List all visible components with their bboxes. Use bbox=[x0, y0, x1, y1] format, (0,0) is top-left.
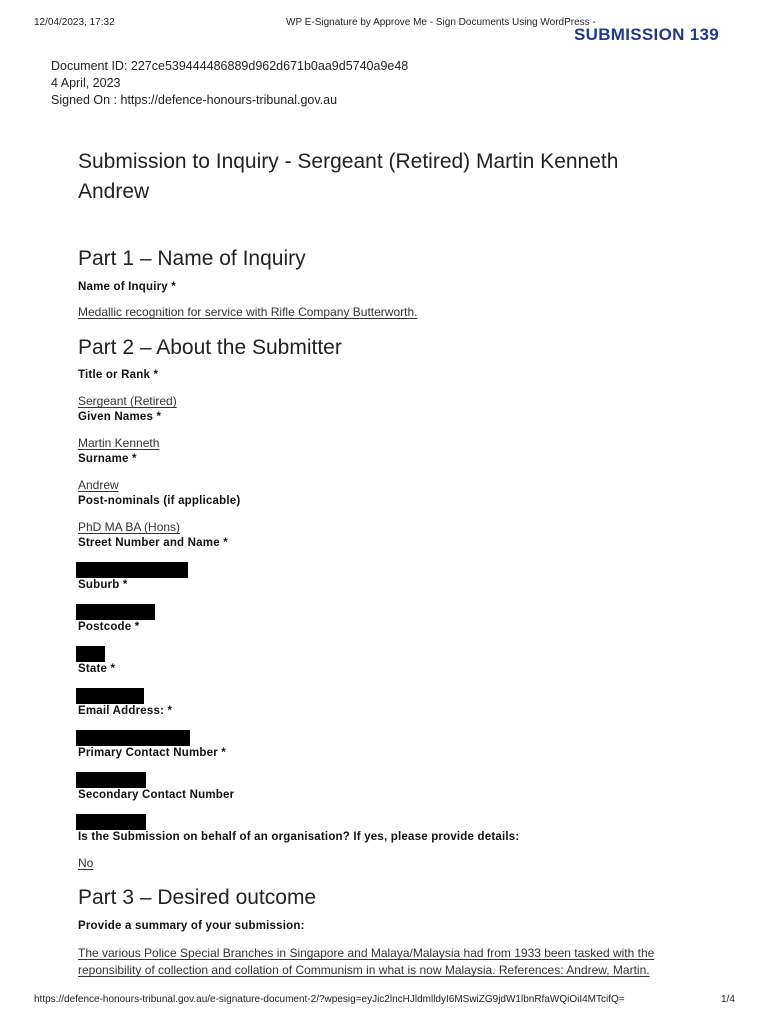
redacted-email bbox=[76, 730, 190, 746]
street-label: Street Number and Name * bbox=[78, 537, 228, 549]
postnominals-value: PhD MA BA (Hons) bbox=[78, 520, 181, 534]
redacted-street bbox=[76, 562, 188, 578]
part1-heading: Part 1 – Name of Inquiry bbox=[78, 247, 306, 270]
postnominals-label: Post-nominals (if applicable) bbox=[78, 495, 241, 507]
primary-contact-label: Primary Contact Number * bbox=[78, 747, 226, 759]
given-names-label: Given Names * bbox=[78, 411, 162, 423]
redacted-suburb bbox=[76, 604, 155, 620]
submission-stamp: SUBMISSION 139 bbox=[574, 25, 719, 44]
summary-line1: The various Police Special Branches in Singapore and Malaya/Malaysia had from 1933 been tasked with the bbox=[78, 946, 655, 960]
state-label: State * bbox=[78, 663, 116, 675]
footer-url: https://defence-honours-tribunal.gov.au/e-signature-document-2/?wpesig=eyJic2lncHJldmlldyI6MSwiZG9jdW1lbnRfaWQiOiI4MTcifQ= bbox=[34, 994, 625, 1005]
signed-on: Signed On : https://defence-honours-tribunal.gov.au bbox=[51, 93, 338, 107]
inquiry-name-label: Name of Inquiry * bbox=[78, 281, 176, 293]
redacted-state bbox=[76, 688, 144, 704]
given-names-value: Martin Kenneth bbox=[78, 436, 160, 450]
surname-value: Andrew bbox=[78, 478, 119, 492]
organisation-label: Is the Submission on behalf of an organisation? If yes, please provide details: bbox=[78, 831, 520, 843]
print-page-title: WP E-Signature by Approve Me - Sign Documents Using WordPress - bbox=[286, 17, 596, 28]
title-rank-value: Sergeant (Retired) bbox=[78, 394, 177, 408]
secondary-contact-label: Secondary Contact Number bbox=[78, 789, 235, 801]
redacted-primary-contact bbox=[76, 772, 146, 788]
organisation-value: No bbox=[78, 856, 94, 870]
document-id: Document ID: 227ce539444486889d962d671b0aa9d5740a9e48 bbox=[51, 59, 409, 73]
page-title-line1: Submission to Inquiry - Sergeant (Retired) Martin Kenneth bbox=[78, 150, 619, 173]
suburb-label: Suburb * bbox=[78, 579, 128, 591]
part3-heading: Part 3 – Desired outcome bbox=[78, 886, 317, 909]
inquiry-name-value: Medallic recognition for service with Rifle Company Butterworth. bbox=[78, 305, 418, 319]
surname-label: Surname * bbox=[78, 453, 137, 465]
footer-page-number: 1/4 bbox=[721, 994, 735, 1005]
page-title-line2: Andrew bbox=[78, 180, 150, 203]
part2-heading: Part 2 – About the Submitter bbox=[78, 336, 342, 359]
redacted-postcode bbox=[76, 646, 105, 662]
redacted-secondary-contact bbox=[76, 814, 146, 830]
document-date: 4 April, 2023 bbox=[51, 76, 121, 90]
summary-line2: reponsibility of collection and collation of Communism in what is now Malaysia. References: Andrew, Martin. bbox=[78, 963, 650, 977]
email-label: Email Address: * bbox=[78, 705, 173, 717]
postcode-label: Postcode * bbox=[78, 621, 140, 633]
print-datetime: 12/04/2023, 17:32 bbox=[34, 17, 115, 28]
summary-label: Provide a summary of your submission: bbox=[78, 920, 305, 932]
title-rank-label: Title or Rank * bbox=[78, 369, 159, 381]
